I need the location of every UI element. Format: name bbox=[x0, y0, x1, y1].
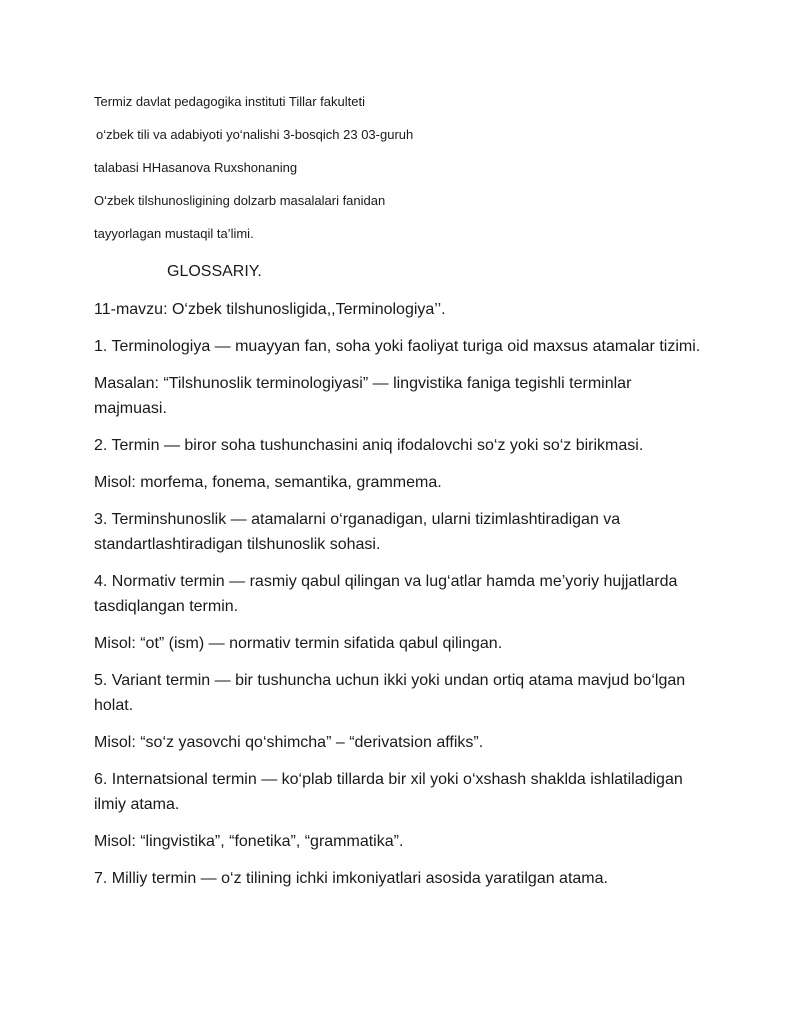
glossary-example: Misol: “so‘z yasovchi qo‘shimcha” – “derivatsion affiks”. bbox=[94, 734, 484, 751]
topic-heading: 11-mavzu: O‘zbek tilshunosligida,,Terminologiya’’. bbox=[94, 301, 446, 318]
glossary-entry: 3. Terminshunoslik — atamalarni o‘rganadigan, ularni tizimlashtiradigan va standartlashtiradigan tilshunoslik sohasi. bbox=[94, 511, 621, 553]
header-line-program: o‘zbek tili va adabiyoti yo‘nalishi 3-bosqich 23 03-guruh bbox=[96, 127, 414, 142]
glossary-example: Masalan: “Tilshunoslik terminologiyasi” — lingvistika faniga tegishli terminlar majmuasi. bbox=[94, 375, 632, 417]
glossary-example: Misol: “lingvistika”, “fonetika”, “grammatika”. bbox=[94, 833, 404, 850]
glossary-entry: 2. Termin — biror soha tushunchasini aniq ifodalovchi so‘z yoki so‘z birikmasi. bbox=[94, 437, 644, 454]
glossary-example: Misol: “ot” (ism) — normativ termin sifatida qabul qilingan. bbox=[94, 635, 503, 652]
glossary-entry: 7. Milliy termin — o‘z tilining ichki imkoniyatlari asosida yaratilgan atama. bbox=[94, 870, 608, 887]
document-body bbox=[94, 262, 704, 903]
glossary-entry: 4. Normativ termin — rasmiy qabul qilingan va lug‘atlar hamda me’yoriy hujjatlarda tasdiqlangan termin. bbox=[94, 573, 678, 615]
document-header bbox=[94, 94, 714, 259]
glossary-example: Misol: morfema, fonema, semantika, grammema. bbox=[94, 474, 442, 491]
header-line-work-type: tayyorlagan mustaqil ta’limi. bbox=[94, 226, 254, 241]
header-line-subject: O‘zbek tilshunosligining dolzarb masalalari fanidan bbox=[94, 193, 386, 208]
header-line-student: talabasi HHasanova Ruxshonaning bbox=[94, 160, 298, 175]
glossary-entry: 6. Internatsional termin — ko‘plab tillarda bir xil yoki o‘xshash shaklda ishlatiladigan ilmiy atama. bbox=[94, 771, 683, 813]
header-line-institute: Termiz davlat pedagogika instituti Tillar fakulteti bbox=[94, 94, 365, 109]
glossary-entry: 5. Variant termin — bir tushuncha uchun ikki yoki undan ortiq atama mavjud bo‘lgan holat. bbox=[94, 672, 686, 714]
glossary-entry: 1. Terminologiya — muayyan fan, soha yoki faoliyat turiga oid maxsus atamalar tizimi. bbox=[94, 338, 701, 355]
glossary-title: GLOSSARIY. bbox=[167, 263, 262, 280]
